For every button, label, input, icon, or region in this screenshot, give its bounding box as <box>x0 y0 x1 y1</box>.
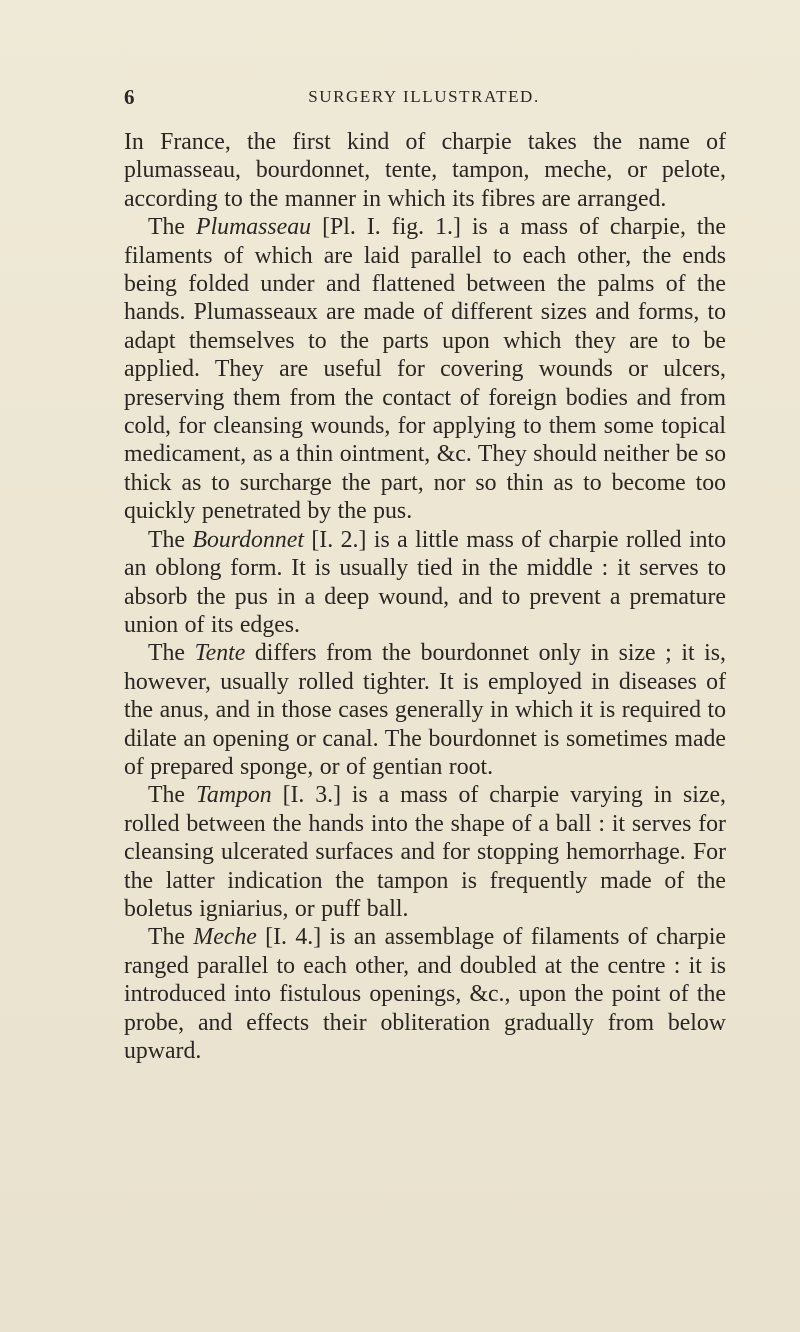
paragraph-text: [I. 3.] is a mass of charpie varying in size, rolled between the hands into the shape of a ball : it serves for cleansing ulcerated surfaces and for stopping hemorrhage. For the latter indication the tampon is frequently made of the boletus igniarius, or puff ball. <box>124 782 726 922</box>
paragraph-bourdonnet <box>124 526 726 640</box>
body-text <box>124 128 726 1065</box>
running-head <box>124 85 724 115</box>
term-bourdonnet: Bourdonnet <box>192 526 304 553</box>
paragraph-text: differs from the bourdonnet only in size ; it is, however, usually rolled tighter. It is employed in diseases of the anus, and in those cases generally in which it is required to dilate an opening or canal. The bourdonnet is sometimes made of prepared sponge, or of gentian root. <box>124 640 727 780</box>
paragraph-text: The <box>148 924 194 951</box>
paragraph-text: [I. 2.] is a little mass of charpie rolled into an oblong form. It is usually tied in the middle : it serves to absorb the pus in a deep wound, and to prevent a premature union of its edges. <box>124 526 726 638</box>
paragraph-tampon <box>124 781 726 923</box>
term-tampon: Tampon <box>195 782 272 809</box>
paragraph-text: The <box>148 640 195 667</box>
page-number: 6 <box>124 85 135 109</box>
paragraph-intro <box>124 128 726 213</box>
paragraph-text: The <box>148 526 193 553</box>
paragraph-text: [Pl. I. fig. 1.] is a mass of charpie, the filaments of which are laid parallel to each other, the ends being folded under and flattened between the palms of the hands. Plumasseaux are made of different sizes and forms, to adapt themselves to the parts upon which they are to be applied. They are useful for covering wounds or ulcers, preserving them from the contact of foreign bodies and from cold, for cleansing wounds, for applying to them some topical medicament, as a thin ointment, &c. They should neither be so thick as to surcharge the part, nor so thin as to become too quickly penetrated by the pus. <box>124 214 726 525</box>
paragraph-text: [I. 4.] is an assemblage of filaments of charpie ranged parallel to each other, and doubled at the centre : it is introduced into fistulous openings, &c., upon the point of the probe, and effects their obliteration gradually from below upward. <box>124 924 726 1064</box>
paragraph-tente <box>124 639 726 781</box>
term-plumasseau: Plumasseau <box>196 214 312 241</box>
paragraph-meche <box>124 923 726 1065</box>
paragraph-text: The <box>148 782 196 809</box>
paragraph-text: The <box>148 214 197 241</box>
paragraph-plumasseau <box>124 213 726 525</box>
paragraph-text: In France, the first kind of charpie takes the name of plumasseau, bourdonnet, tente, tampon, meche, or pelote, according to the manner in which its fibres are arranged. <box>124 129 726 212</box>
term-tente: Tente <box>194 640 246 667</box>
term-meche: Meche <box>193 924 257 951</box>
running-title: SURGERY ILLUSTRATED. <box>308 87 540 106</box>
